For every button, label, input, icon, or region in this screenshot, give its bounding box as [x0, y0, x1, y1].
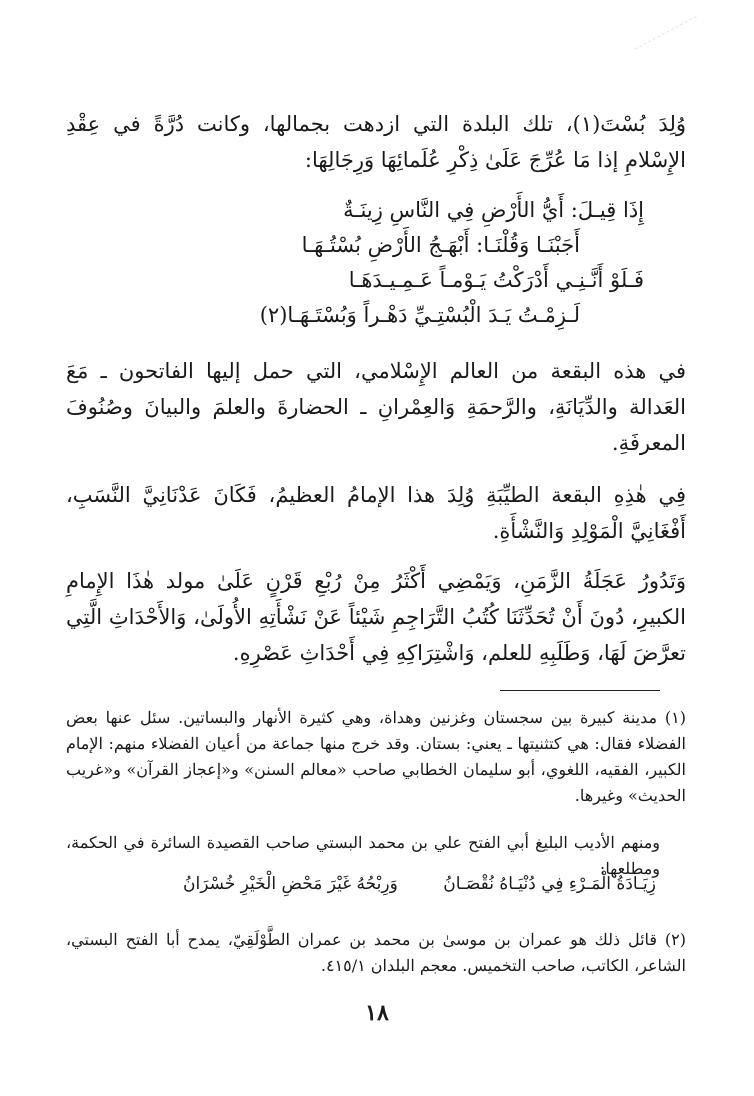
paragraph-early-life: وَتَدُورُ عَجَلَةُ الزَّمَنِ، وَيَمْضِي أَكْثَرُ مِنْ رُبْعِ قَرْنٍ عَلَىٰ مولد هٰذَا الإِمامِ الكبيرِ، دُونَ أَنْ تُحَدِّثَنَا كُتُبُ التَّرَاجِمِ شَيْئاً عَنْ نَشْأَتِهِ الأُولَىٰ، وَالأَحْدَاثِ الَّتِي تعرَّضَ لَهَا، وَطَلَبِهِ للعلم، وَاشْتِرَاكِهِ فِي أَحْدَاثِ عَصْرِهِ. [66, 569, 686, 665]
paragraph-birthplace: وُلِدَ بُسْتَ(١)، تلك البلدة التي ازدهت بجمالها، وكانت دُرَّةً في عِقْدِ الإِسْلامِ إذا مَا عُرِّجَ عَلَىٰ ذِكْرِ عُلَمائِهَا وَرِجَالِهَا: [66, 112, 686, 172]
footnote-separator [500, 690, 660, 691]
footnote-1-marker: (١) [664, 708, 686, 727]
footnote-verse [183, 874, 656, 894]
footnote-1-text: مدينة كبيرة بين سجستان وغزنين وهداة، وهي كثيرة الأنهار والبساتين. سئل عنها بعض الفضلاء فقال: هي كتثنيتها ـ يعني: بستان. وقد خرج منها جماعة من أعيان الفضلاء منهم: الإمام الكبير، الفقيه، اللغوي، أبو سليمان الخطابي صاحب «معالم السنن» و«إعجاز القرآن» و«غريب الحديث» وغيرها. [66, 708, 686, 805]
paragraph-region: في هذه البقعة من العالم الإِسْلامي، التي حمل إليها الفاتحون ـ مَعَ العَدالة والدِّيَانَةِ، والرَّحمَةِ وَالعِمْرانِ ـ الحضارةَ والعلمَ والبيانَ وصُنُوفَ المعرفَةِ. [66, 359, 686, 455]
footnote-verse-half-1: زِيَـادَةُ الْمَـرْءِ فِي دُنْيَـاهُ نُقْصَـانُ [443, 874, 656, 894]
scan-corner-artifact [634, 16, 715, 85]
page-number: ١٨ [365, 1000, 389, 1026]
poem-verse-3: فَـلَوْ أَنَّـنِـي أَدْرَكْتُ يَـوْمـاً عَـمِـيـدَهَـا [348, 268, 644, 292]
poem-verse-4: لَـزِمْـتُ يَـدَ الْبُسْتِـيِّ دَهْـراً وَبُسْتَـهَـا(٢) [259, 303, 580, 327]
poem-verse-1: إِذَا قِيـلَ: أَيُّ الأَرْضِ فِي النَّاسِ زِينَـةٌ [343, 198, 644, 222]
footnote-verse-half-2: وَرِبْحُهُ غَيْرَ مَحْضِ الْخَيْرِ خُسْرَانُ [182, 874, 398, 894]
poem-verse-2: أَجَبْنَـا وَقُلْنَـا: أَبْهَـجُ الأَرْضِ بُسْتُـهَـا [301, 233, 580, 257]
footnote-1 [66, 705, 686, 809]
footnote-1-text-2: ومنهم الأديب البليغ أبي الفتح علي بن محمد البستي صاحب القصيدة السائرة في الحكمة، ومطلعها: [66, 833, 660, 878]
paragraph-lineage: فِي هٰذِهِ البقعة الطيِّبَةِ وُلِدَ هذا الإمامُ العظيمُ، فَكَانَ عَدْنَانِيَّ النَّسَبِ، أَفْغَانِيَّ الْمَوْلِدِ وَالنَّشْأَةِ. [66, 483, 686, 543]
footnote-2-text: قائل ذلك هو عمران بن موسىٰ بن محمد بن عمران الطَّوْلَقِيّ، يمدح أبا الفتح البستي، الشاعر، الكاتب، صاحب التخميس. معجم البلدان ٤١٥/١. [66, 930, 686, 975]
footnote-2-marker: (٢) [664, 930, 686, 949]
footnote-2 [66, 927, 686, 979]
